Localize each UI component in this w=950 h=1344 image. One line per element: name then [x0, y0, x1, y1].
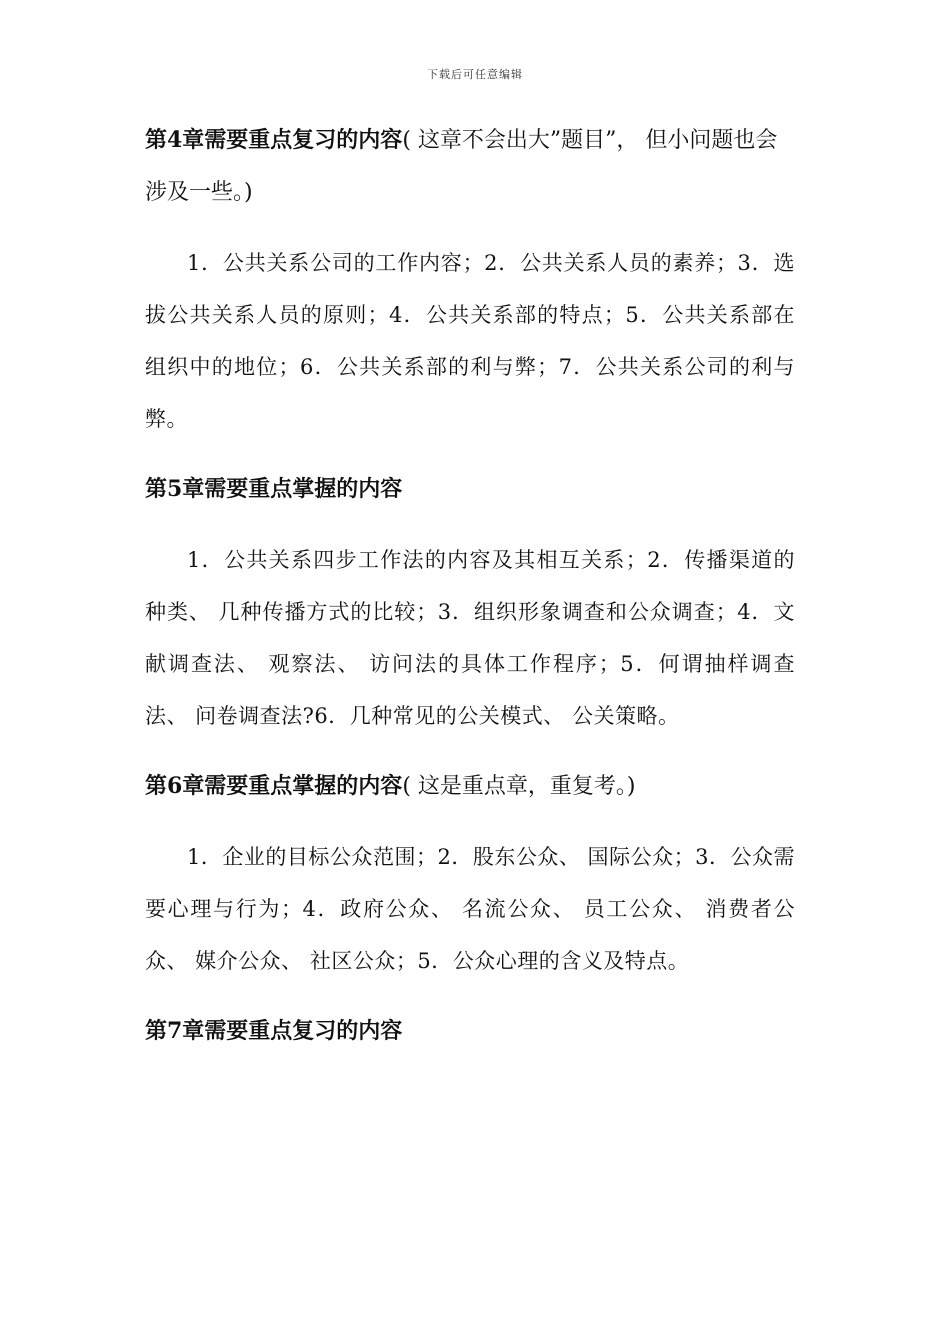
section-body-ch6: 1．企业的目标公众范围；2．股东公众、 国际公众；3．公众需要心理与行为；4．政府公众、 名流公众、 员工公众、 消费者公众、 媒介公众、 社区公众；5．公众心理的含义及特点。	[145, 845, 795, 973]
page-header: 下载后可任意编辑	[427, 68, 523, 81]
section-title: 第7章需要重点复习的内容	[145, 1018, 403, 1044]
section-title: 第5章需要重点掌握的内容	[145, 476, 403, 502]
section-title: 第4章需要重点复习的内容	[145, 127, 403, 153]
section-heading-ch5	[145, 463, 795, 516]
section-note: ( 这章不会出大”题目”， 但小问题也会涉及一些。)	[145, 128, 778, 205]
section-note: ( 这是重点章，重复考。)	[402, 774, 636, 799]
section-title: 第6章需要重点掌握的内容	[145, 773, 403, 799]
section-heading-ch4	[145, 114, 795, 219]
section-body-ch5: 1．公共关系四步工作法的内容及其相互关系；2．传播渠道的种类、 几种传播方式的比较；3．组织形象调查和公众调查；4．文献调查法、 观察法、 访问法的具体工作程序；5．何谓抽样调查法、 问卷调查法?6．几种常见的公关模式、 公关策略。	[145, 548, 795, 728]
document-body	[145, 114, 795, 1058]
section-heading-ch7	[145, 1005, 795, 1058]
section-body-ch4: 1．公共关系公司的工作内容；2．公共关系人员的素养；3．选拔公共关系人员的原则；4．公共关系部的特点；5．公共关系部在组织中的地位；6．公共关系部的利与弊；7．公共关系公司的利与弊。	[145, 251, 795, 431]
section-heading-ch6	[145, 760, 795, 813]
